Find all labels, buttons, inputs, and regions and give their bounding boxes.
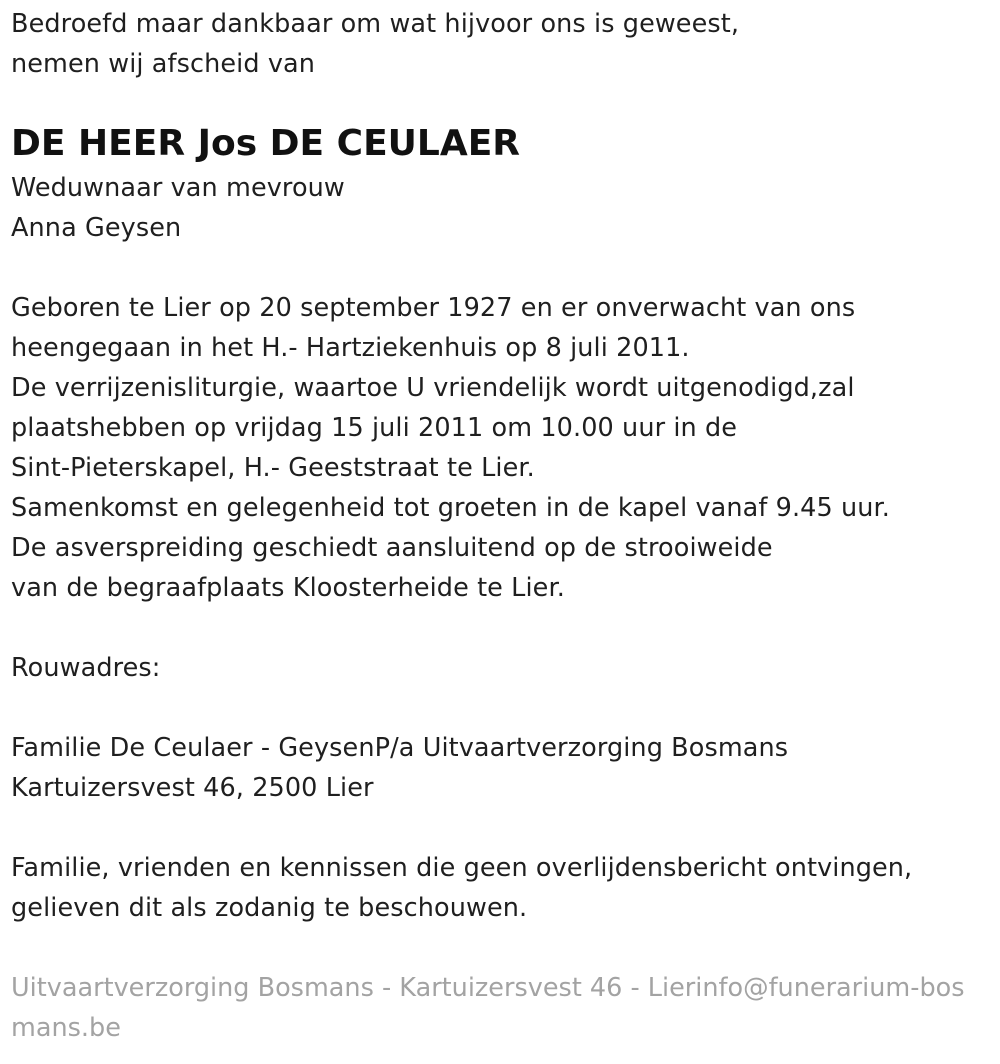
details-block [11, 288, 991, 608]
death-notice [11, 4, 991, 1048]
details-line: De asverspreiding geschiedt aansluitend op de strooiweide [11, 533, 773, 563]
spacer [11, 608, 991, 648]
intro-line-2: nemen wij afscheid van [11, 49, 315, 79]
intro-line-1: Bedroefd maar dankbaar om wat hijvoor ons is geweest, [11, 9, 740, 39]
spouse-line-1: Weduwnaar van mevrouw [11, 173, 345, 203]
spacer [11, 928, 991, 968]
details-line: van de begraafplaats Kloosterheide te Lier. [11, 573, 565, 603]
details-line: De verrijzenisliturgie, waartoe U vriendelijk wordt uitgenodigd,zal [11, 373, 855, 403]
spacer [11, 248, 991, 288]
details-line: plaatshebben op vrijdag 15 juli 2011 om 10.00 uur in de [11, 413, 738, 443]
spouse-line-2: Anna Geysen [11, 213, 182, 243]
address-line-2: Kartuizersvest 46, 2500 Lier [11, 773, 374, 803]
details-line: Samenkomst en gelegenheid tot groeten in de kapel vanaf 9.45 uur. [11, 493, 891, 523]
footer-contact: Uitvaartverzorging Bosmans - Kartuizersvest 46 - Lierinfo@funerarium-bosmans.be [11, 973, 965, 1043]
notice-line-2: gelieven dit als zodanig te beschouwen. [11, 893, 528, 923]
details-line: Geboren te Lier op 20 september 1927 en er onverwacht van ons [11, 293, 856, 323]
address-label: Rouwadres: [11, 653, 161, 683]
notice-line-1: Familie, vrienden en kennissen die geen overlijdensbericht ontvingen, [11, 853, 913, 883]
details-line: Sint-Pieterskapel, H.- Geeststraat te Lier. [11, 453, 535, 483]
deceased-name: DE HEER Jos DE CEULAER [11, 123, 521, 164]
spacer [11, 808, 991, 848]
details-line: heengegaan in het H.- Hartziekenhuis op 8 juli 2011. [11, 333, 690, 363]
address-line-1: Familie De Ceulaer - GeysenP/a Uitvaartverzorging Bosmans [11, 733, 789, 763]
spacer [11, 688, 991, 728]
